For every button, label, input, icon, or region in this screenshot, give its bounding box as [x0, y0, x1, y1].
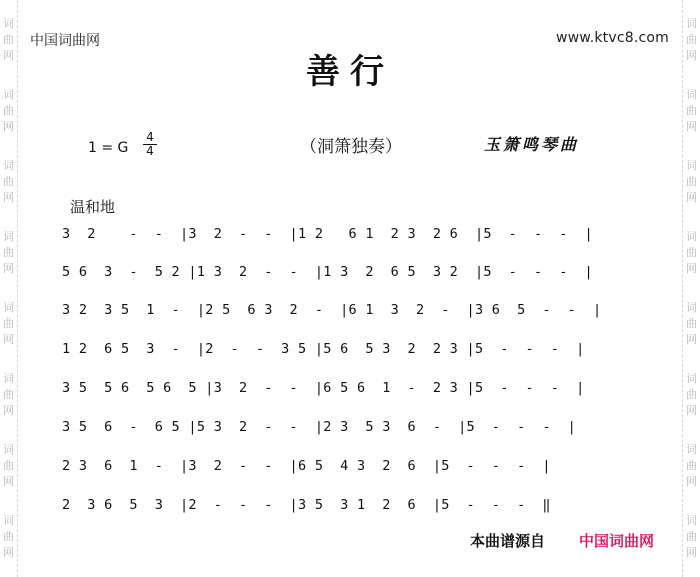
- watermark-group: [3, 373, 14, 417]
- watermark-char: 曲: [3, 459, 14, 473]
- notation-line-4: 1 2 6 5 3 - |2 - - 3 5 |5 6 5 3 2 2 3 |5 - - - |: [62, 341, 585, 357]
- key-signature: 1 = G: [88, 140, 129, 156]
- watermark-char: 网: [3, 190, 14, 204]
- site-url: www.ktvc8.com: [556, 30, 669, 46]
- source-label: 本曲谱源自: [470, 532, 546, 550]
- watermark-char: 曲: [3, 388, 14, 402]
- watermark-char: 词: [3, 514, 14, 528]
- watermark-char: 网: [686, 404, 697, 418]
- watermark-char: 网: [3, 261, 14, 275]
- watermark-char: 曲: [686, 530, 697, 544]
- time-signature-bottom: 4: [146, 144, 154, 158]
- watermark-group: [3, 515, 14, 559]
- notation-line-7: 2 3 6 1 - |3 2 - - |6 5 4 3 2 6 |5 - - - |: [62, 458, 551, 474]
- watermark-char: 曲: [686, 459, 697, 473]
- tempo-marking: 温和地: [70, 198, 116, 216]
- watermark-char: 词: [686, 514, 697, 528]
- watermark-char: 曲: [686, 317, 697, 331]
- watermark-group: [3, 160, 14, 204]
- watermark-char: 曲: [3, 174, 14, 188]
- watermark-group: [686, 373, 697, 417]
- composer: 玉箫鸣琴曲: [484, 135, 580, 154]
- score-subtitle: （洞箫独奏）: [300, 137, 402, 157]
- watermark-char: 曲: [3, 245, 14, 259]
- watermark-char: 网: [686, 190, 697, 204]
- watermark-char: 曲: [3, 103, 14, 117]
- notation-line-6: 3 5 6 - 6 5 |5 3 2 - - |2 3 5 3 6 - |5 - - - |: [62, 419, 577, 435]
- watermark-char: 网: [3, 119, 14, 133]
- watermark-char: 网: [3, 48, 14, 62]
- watermark-group: [686, 444, 697, 488]
- watermark-char: 词: [686, 16, 697, 30]
- watermark-group: [3, 231, 14, 275]
- watermark-char: 曲: [3, 317, 14, 331]
- watermark-char: 词: [686, 443, 697, 457]
- watermark-char: 词: [3, 87, 14, 101]
- watermark-char: 网: [3, 475, 14, 489]
- watermark-char: 曲: [3, 32, 14, 46]
- watermark-char: 词: [3, 229, 14, 243]
- watermark-group: [3, 302, 14, 346]
- watermark-char: 曲: [686, 174, 697, 188]
- watermark-char: 网: [686, 475, 697, 489]
- watermark-char: 词: [686, 158, 697, 172]
- watermark-char: 网: [3, 546, 14, 560]
- notation-line-1: 3 2 - - |3 2 - - |1 2 6 1 2 3 2 6 |5 - - - |: [62, 226, 593, 242]
- watermark-group: [3, 89, 14, 133]
- watermark-group: [686, 160, 697, 204]
- watermark-char: 词: [686, 301, 697, 315]
- watermark-char: 曲: [686, 388, 697, 402]
- score-title: 善行: [306, 52, 394, 92]
- watermark-char: 网: [3, 404, 14, 418]
- watermark-char: 网: [3, 333, 14, 347]
- watermark-group: [686, 302, 697, 346]
- watermark-char: 网: [686, 119, 697, 133]
- notation-line-2: 5 6 3 - 5 2 |1 3 2 - - |1 3 2 6 5 3 2 |5 - - - |: [62, 264, 593, 280]
- notation-line-3: 3 2 3 5 1 - |2 5 6 3 2 - |6 1 3 2 - |3 6 5 - - |: [62, 302, 602, 318]
- watermark-char: 词: [686, 229, 697, 243]
- watermark-char: 曲: [3, 530, 14, 544]
- watermark-char: 词: [3, 158, 14, 172]
- time-signature-top: 4: [143, 131, 157, 145]
- watermark-char: 词: [3, 16, 14, 30]
- watermark-char: 词: [3, 372, 14, 386]
- watermark-group: [3, 444, 14, 488]
- watermark-group: [686, 89, 697, 133]
- source-site-link[interactable]: 中国词曲网: [579, 532, 655, 550]
- watermark-char: 词: [686, 87, 697, 101]
- watermark-char: 网: [686, 546, 697, 560]
- watermark-char: 词: [3, 443, 14, 457]
- watermark-char: 词: [686, 372, 697, 386]
- watermark-char: 网: [686, 261, 697, 275]
- watermark-char: 网: [686, 333, 697, 347]
- watermark-group: [686, 515, 697, 559]
- time-signature: [143, 131, 157, 158]
- notation-line-5: 3 5 5 6 5 6 5 |3 2 - - |6 5 6 1 - 2 3 |5 - - - |: [62, 380, 585, 396]
- watermark-group: [686, 231, 697, 275]
- notation-line-8: 2 3 6 5 3 |2 - - - |3 5 3 1 2 6 |5 - - - ‖: [62, 497, 551, 513]
- watermark-char: 曲: [686, 245, 697, 259]
- watermark-char: 曲: [686, 103, 697, 117]
- watermark-char: 曲: [686, 32, 697, 46]
- site-name: 中国词曲网: [30, 33, 100, 49]
- watermark-char: 词: [3, 301, 14, 315]
- watermark-char: 网: [686, 48, 697, 62]
